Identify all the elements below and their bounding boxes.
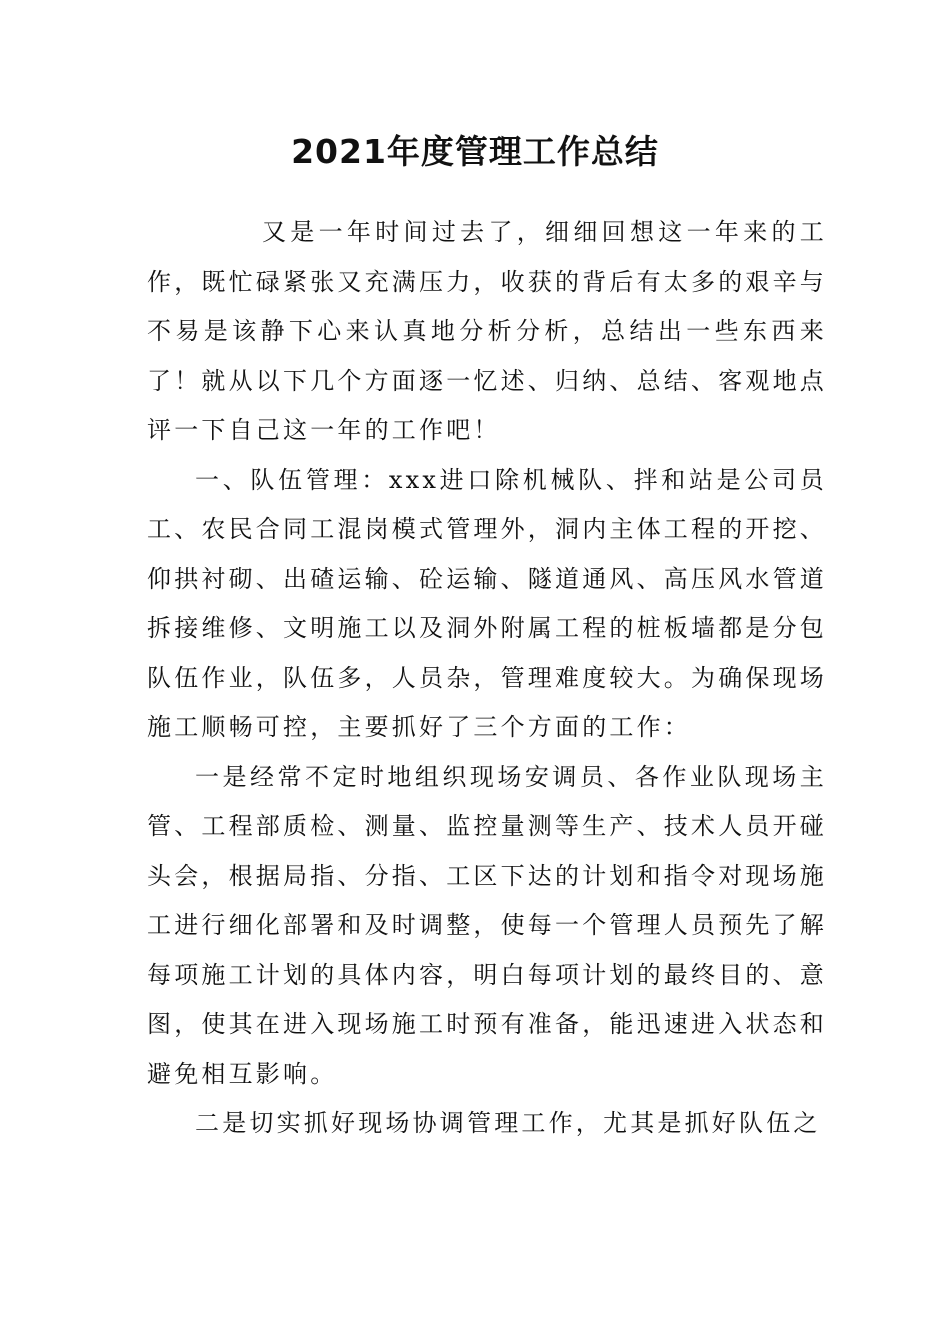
document-title: 2021年度管理工作总结: [291, 132, 659, 171]
paragraph-intro: 又是一年时间过去了，细细回想这一年来的工作，既忙碌紧张又充满压力，收获的背后有太多的艰辛与不易是该静下心来认真地分析分析，总结出一些东西来了！就从以下几个方面逐一忆述、归纳、总结、客观地点评一下自己这一年的工作吧！: [147, 218, 827, 444]
paragraph-point-two: 二是切实抓好现场协调管理工作，尤其是抓好队伍之: [195, 1109, 821, 1137]
paragraph-point-one: 一是经常不定时地组织现场安调员、各作业队现场主管、工程部质检、测量、监控量测等生产、技术人员开碰头会，根据局指、分指、工区下达的计划和指令对现场施工进行细化部署和及时调整，使每一个管理人员预先了解每项施工计划的具体内容，明白每项计划的最终目的、意图，使其在进入现场施工时预有准备，能迅速进入状态和避免相互影响。: [147, 762, 827, 1088]
document-body: [147, 208, 827, 1149]
paragraph-team-management: 一、队伍管理：xxx进口除机械队、拌和站是公司员工、农民合同工混岗模式管理外，洞内主体工程的开挖、仰拱衬砌、出碴运输、砼运输、隧道通风、高压风水管道拆接维修、文明施工以及洞外附属工程的桩板墙都是分包队伍作业，队伍多，人员杂，管理难度较大。为确保现场施工顺畅可控，主要抓好了三个方面的工作：: [147, 465, 827, 741]
